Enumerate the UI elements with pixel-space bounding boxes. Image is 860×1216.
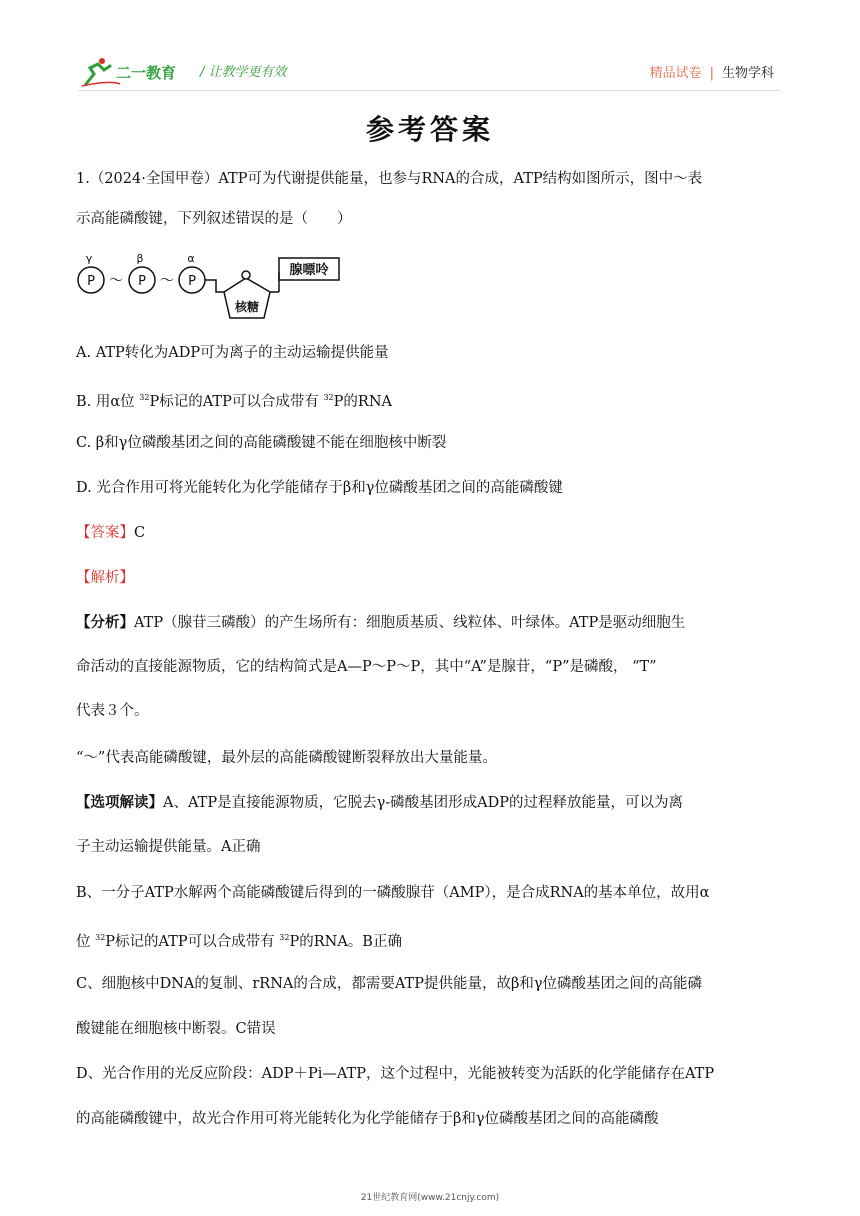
fenxi-line1: 【分析】ATP（腺苷三磷酸）的产生场所有：细胞质基质、线粒体、叶绿体。ATP是驱动细胞生 — [76, 614, 686, 631]
option-b-analysis-line2: 位 $^{32}$P标记的ATP可以合成带有 $^{32}$P的RNA。B正确 — [76, 933, 402, 950]
option-b: B. 用α位 $^{32}$P标记的ATP可以合成带有 $^{32}$P的RNA — [76, 393, 392, 410]
logo-text: 二一教育 — [116, 64, 177, 82]
adenine-label: 腺嘌呤 — [289, 263, 329, 278]
ester-bond-line — [205, 280, 224, 292]
fenxi-line2: 命活动的直接能源物质，它的结构简式是A—P～P～P，其中“A”是腺苷，“P”是磷酸， “T” — [76, 659, 657, 675]
header-divider — [78, 90, 780, 91]
gamma-label: γ — [85, 252, 93, 265]
question-stem-line2: 示高能磷酸键，下列叙述错误的是（ ） — [76, 211, 352, 227]
option-d-analysis-line2: 的高能磷酸键中，故光合作用可将光能转化为化学能储存于β和γ位磷酸基团之间的高能磷酸 — [76, 1111, 659, 1127]
atp-structure-diagram — [74, 250, 374, 330]
p-symbol: P — [188, 274, 196, 289]
option-a-analysis-line1: 【选项解读】A、ATP是直接能源物质，它脱去γ-磷酸基团形成ADP的过程释放能量，可以为离 — [76, 794, 683, 811]
ring-oxygen — [242, 271, 250, 279]
fenxi-line3: 代表３个。 — [76, 703, 149, 719]
option-c-analysis-line1: C、细胞核中DNA的复制、rRNA的合成，都需要ATP提供能量，故β和γ位磷酸基团之间的高能磷 — [76, 976, 703, 992]
page-title: 参考答案 — [365, 113, 494, 146]
option-c-analysis-line2: 酸键能在细胞核中断裂。C错误 — [76, 1021, 276, 1037]
option-c: C. β和γ位磷酸基团之间的高能磷酸键不能在细胞核中断裂 — [76, 435, 447, 451]
header-separator: | — [709, 66, 714, 81]
answer-line — [76, 512, 788, 554]
runner-icon — [86, 64, 110, 84]
option-a: A. ATP转化为ADP可为离子的主动运输提供能量 — [76, 345, 389, 361]
logo — [80, 56, 200, 90]
subject-label: 生物学科 — [721, 66, 774, 81]
analysis-label: 【解析】 — [76, 570, 134, 586]
beta-label: β — [136, 252, 144, 265]
p-symbol: P — [138, 274, 146, 289]
option-d: D. 光合作用可将光能转化为化学能储存于β和γ位磷酸基团之间的高能磷酸键 — [76, 480, 563, 496]
fenxi-line4: “～”代表高能磷酸键，最外层的高能磷酸键断裂释放出大量能量。 — [76, 750, 497, 766]
xuanxiang-label: 【选项解读】 — [76, 794, 163, 811]
page-header — [0, 0, 860, 100]
premium-label: 精品试卷 — [649, 66, 702, 81]
slogan: / 让教学更有效 — [200, 65, 287, 80]
high-energy-bond: ～ — [160, 273, 174, 289]
option-d-analysis-line1: D、光合作用的光反应阶段：ADP＋Pi—ATP，这个过程中，光能被转变为活跃的化学能储存在ATP — [76, 1066, 715, 1082]
alpha-label: α — [187, 252, 195, 265]
ribose-label: 核糖 — [234, 300, 260, 314]
header-right — [650, 62, 774, 81]
p-symbol: P — [87, 274, 95, 289]
high-energy-bond: ～ — [109, 273, 123, 289]
answer-value: C — [134, 525, 146, 541]
option-a-analysis-line2: 子主动运输提供能量。A正确 — [76, 839, 261, 855]
question-stem-line1: 1.（2024·全国甲卷）ATP可为代谢提供能量，也参与RNA的合成，ATP结构如图所示，图中～表 — [76, 171, 703, 187]
page-footer: 21世纪教育网(www.21cnjy.com) — [360, 1193, 500, 1203]
fenxi-label: 【分析】 — [76, 614, 134, 631]
answer-label: 【答案】 — [76, 525, 134, 541]
option-b-analysis-line1: B、一分子ATP水解两个高能磷酸键后得到的一磷酸腺苷（AMP），是合成RNA的基本单位，故用α — [76, 885, 710, 901]
